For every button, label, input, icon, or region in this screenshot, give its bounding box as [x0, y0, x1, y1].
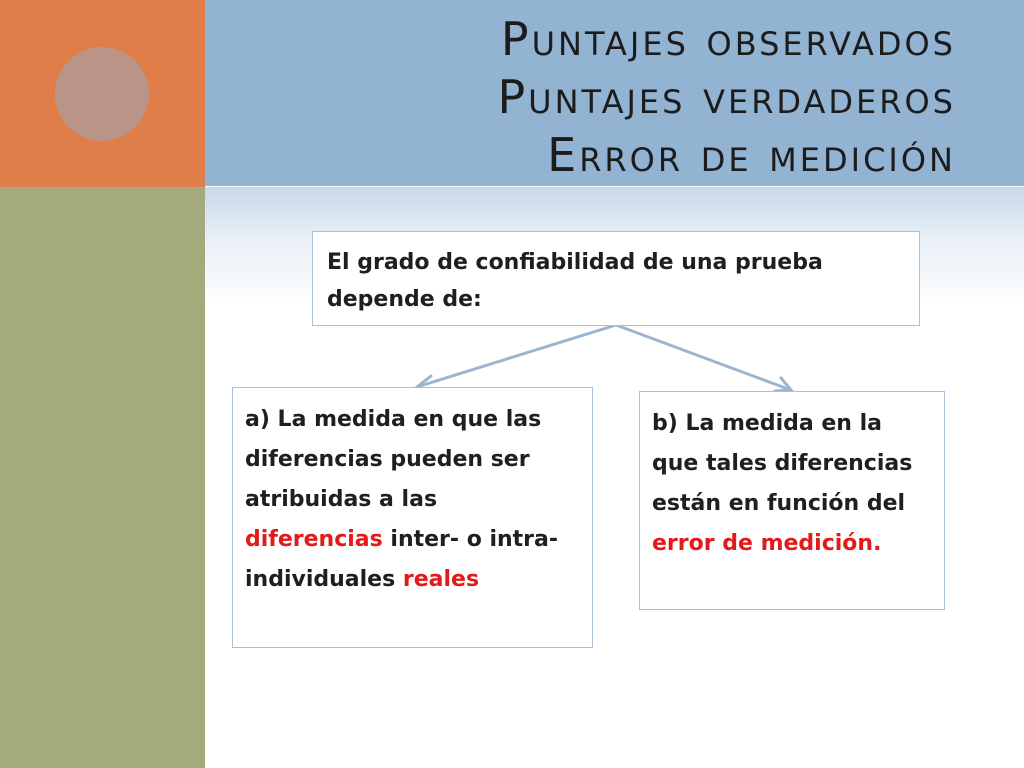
left-concept-box — [232, 387, 593, 648]
title-line-1: Puntajes observados — [500, 12, 956, 66]
right-text-part1: b) La medida en la que tales diferencias están en función del — [652, 411, 913, 516]
top-concept-box — [312, 231, 920, 326]
title-line-3: Error de medición — [547, 128, 956, 182]
left-text-part3: inter- o intra-individuales — [245, 527, 559, 592]
left-text-highlight-1: diferencias — [245, 527, 383, 552]
arrow-left-line — [420, 325, 616, 386]
right-text-highlight: error de medición. — [652, 531, 882, 556]
left-text-highlight-2: reales — [402, 567, 480, 592]
left-text-part1: a) La medida en que las diferencias pueden ser atribuidas a las — [245, 407, 542, 512]
title-line-2: Puntajes verdaderos — [497, 70, 956, 124]
right-concept-box — [639, 391, 945, 610]
arrow-right-line — [616, 325, 788, 389]
top-concept-text: El grado de confiabilidad de una prueba depende de: — [327, 250, 823, 312]
